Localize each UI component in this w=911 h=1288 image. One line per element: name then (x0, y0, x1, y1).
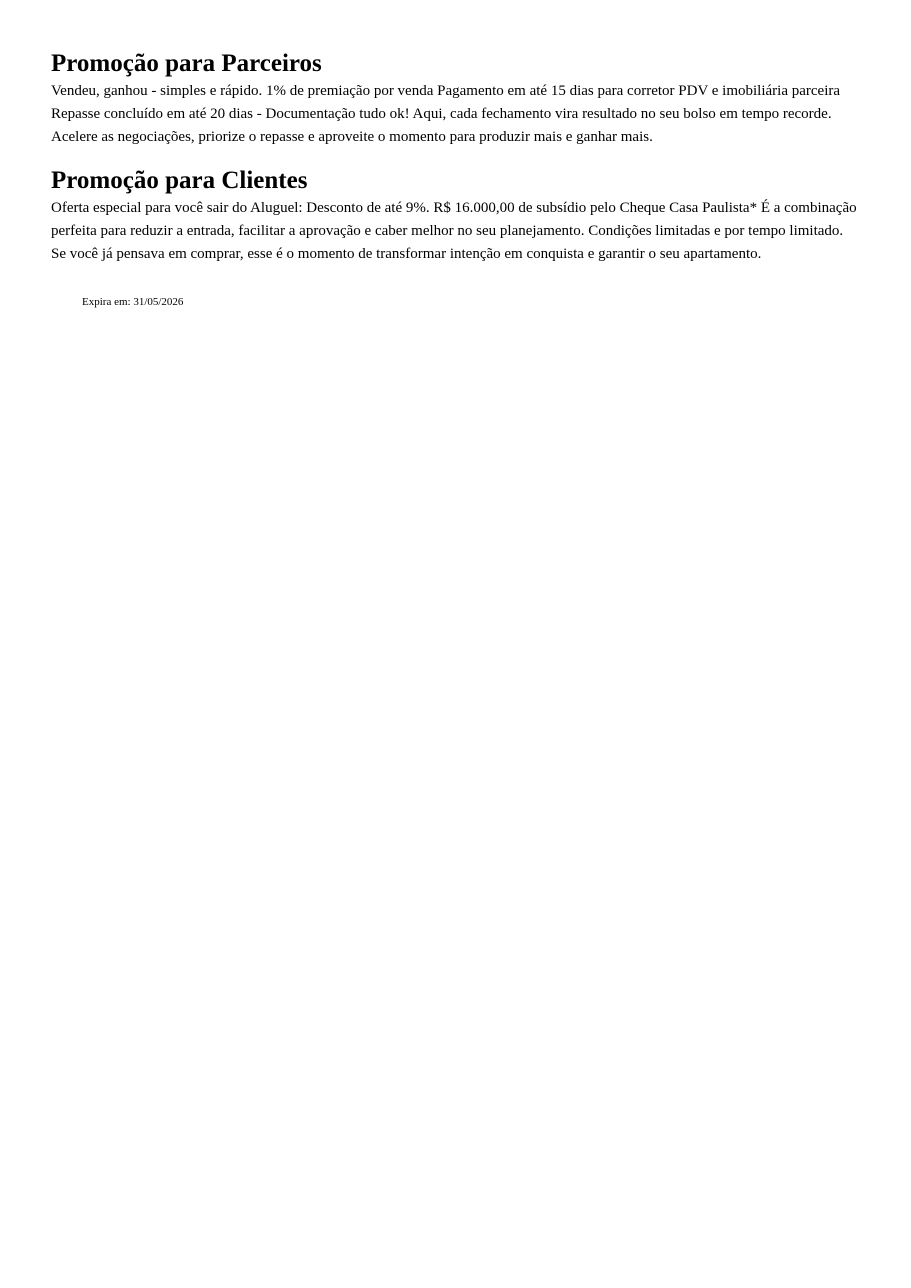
partners-promotion-body: Vendeu, ganhou - simples e rápido. 1% de premiação por venda Pagamento em até 15 dias para corretor PDV e imobiliária parceira Repasse concluído em até 20 dias - Documentação tudo ok! Aqui, cada fechamento vira resultado no seu bolso em tempo recorde. Acelere as negociações, priorize o repasse e aproveite o momento para produzir mais e ganhar mais. (51, 83, 841, 145)
clients-promotion-section (51, 165, 857, 266)
partners-promotion-title: Promoção para Parceiros (51, 50, 322, 77)
clients-promotion-body: Oferta especial para você sair do Aluguel: Desconto de até 9%. R$ 16.000,00 de subsídio pelo Cheque Casa Paulista* É a combinação perfeita para reduzir a entrada, facilitar a aprovação e caber melhor no seu planejamento. Condições limitadas e por tempo limitado. Se você já pensava em comprar, esse é o momento de transformar intenção em conquista e garantir o seu apartamento. (51, 200, 857, 262)
promotions-document (51, 48, 857, 266)
partners-promotion-section (51, 48, 857, 149)
clients-promotion-title: Promoção para Clientes (51, 167, 308, 194)
expiry-date: Expira em: 31/05/2026 (82, 296, 184, 308)
